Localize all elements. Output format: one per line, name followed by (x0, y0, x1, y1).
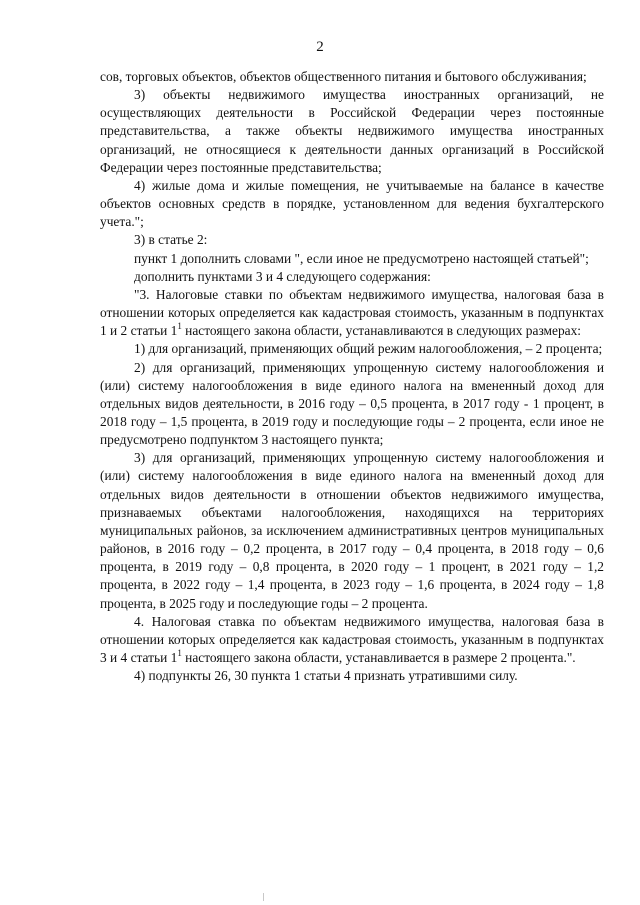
paragraph-rate-1-general-regime: 1) для организаций, применяющих общий режим налогообложения, – 2 процента; (134, 341, 603, 357)
paragraph-add-points: дополнить пунктами 3 и 4 следующего содержания: (134, 268, 431, 284)
text-segment: настоящего закона области, устанавливаются в следующих размерах: (181, 323, 582, 339)
paragraph-rate-3-municipal-districts: 3) для организаций, применяющих упрощенную систему налогообложения и (или) систему налогообложения в виде единого налога на вмененный доход для отдельных видов деятельности в отношении объектов недвижимого имущества, признаваемых объектами налогообложения, находящихся на территориях муниципальных районов, за исключением административных центров муниципальных районов, в 2016 году – 0,2 процента, в 2017 году – 0,4 процента, в 2018 году – 0,6 процента, в 2019 году – 0,8 процента, в 2020 году – 1 процент, в 2021 году – 1,2 процента, в 2022 году – 1,4 процента, в 2023 году – 1,6 процента, в 2024 году – 1,8 процента, в 2025 году и последующие годы – 2 процента. (100, 450, 604, 611)
text-segment: "3. Налоговые ставки по объектам недвижимого имущества, налоговая база в отношении которых определяется как кадастровая стоимость, указанным в подпунктах 1 и 2 статьи 1 (100, 286, 604, 339)
text-segment: 4. Налоговая ставка по объектам недвижимого имущества, налоговая база в отношении которых определяется как кадастровая стоимость, указанным в подпунктах 3 и 4 статьи 1 (100, 613, 604, 665)
superscript: 1 (177, 648, 182, 658)
text-segment: настоящего закона области, устанавливается в размере 2 процента.". (181, 650, 576, 665)
paragraph-item-3-foreign-organizations: 3) объекты недвижимого имущества иностранных организаций, не осуществляющих деятельности в Российской Федерации через постоянные представительства, а также объекты недвижимого имущества иностранных организаций, не относящиеся к деятельности данных организаций в Российской Федерации через постоянные представительства; (100, 87, 604, 175)
paragraph-item-4-residential: 4) жилые дома и жилые помещения, не учитываемые на балансе в качестве объектов основных средств в порядке, установленном для ведения бухгалтерского учета."; (100, 177, 604, 230)
paragraph-article-2-heading: 3) в статье 2: (134, 232, 208, 248)
paragraph-point-3-tax-rates (100, 286, 604, 340)
scan-mark (263, 893, 264, 901)
document-body (100, 68, 604, 685)
paragraph-point-1-amendment: пункт 1 дополнить словами ", если иное не предусмотрено настоящей статьей"; (134, 250, 589, 266)
superscript: 1 (177, 321, 182, 332)
paragraph-continuation: сов, торговых объектов, объектов общественного питания и бытового обслуживания; (100, 69, 587, 84)
paragraph-point-4-tax-rate (100, 613, 604, 667)
page-number: 2 (316, 39, 324, 55)
paragraph-rate-2-simplified-system: 2) для организаций, применяющих упрощенную систему налогообложения и (или) систему налогообложения в виде единого налога на вмененный доход для отдельных видов деятельности, в 2016 году – 0,5 процента, в 2017 году - 1 процент, в 2018 году – 1,5 процента, в 2019 году и последующие годы – 2 процента, если иное не предусмотрено подпунктом 3 настоящего пункта; (100, 359, 604, 448)
paragraph-item-4-repeal: 4) подпункты 26, 30 пункта 1 статьи 4 признать утратившими силу. (134, 668, 518, 684)
